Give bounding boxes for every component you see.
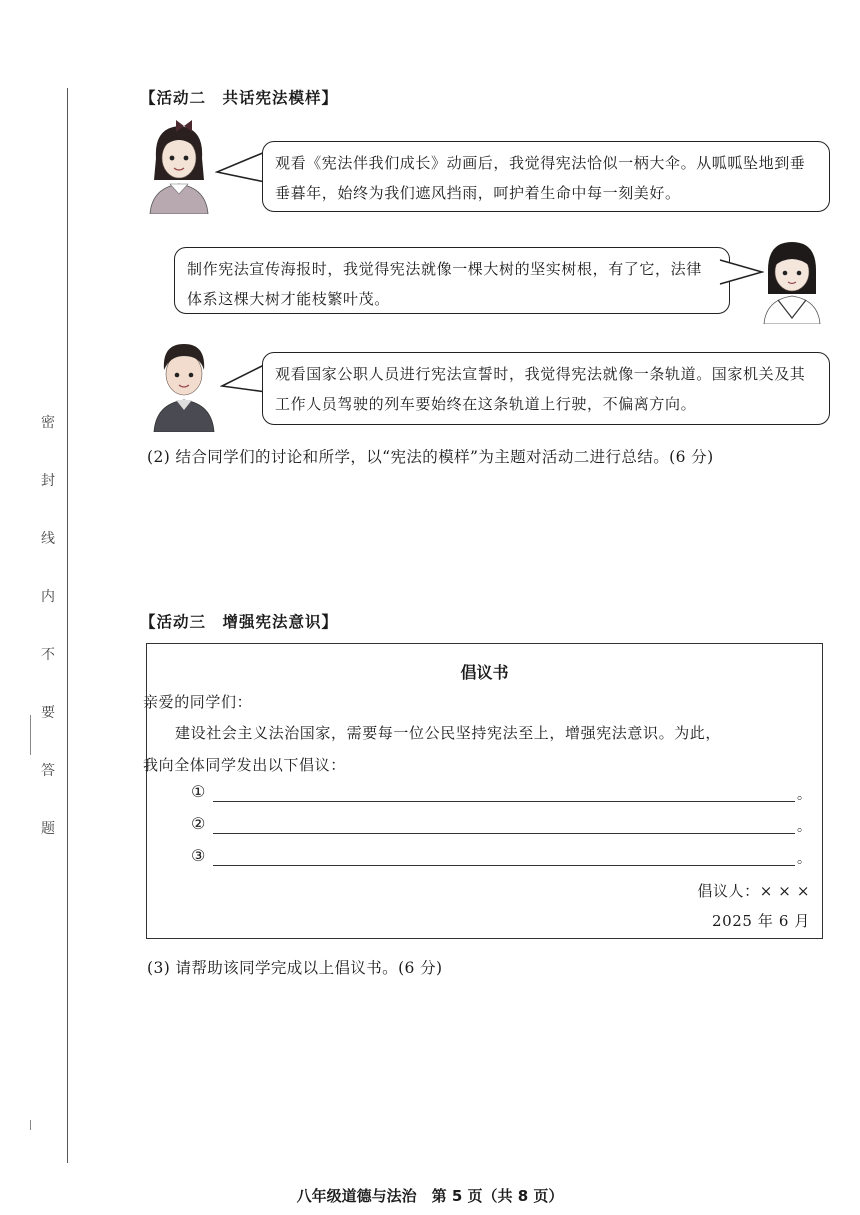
item-end: 。 [797,787,811,803]
seal-char: 密 [41,415,55,431]
dialogue-bubble: 观看国家公职人员进行宪法宣誓时，我觉得宪法就像一条轨道。国家机关及其工作人员驾驶的列车要始终在这条轨道上行驶，不偏离方向。 [262,352,830,425]
item-end: 。 [797,851,811,867]
proposal-greeting: 亲爱的同学们： [143,693,253,711]
proposal-body: 建设社会主义法治国家，需要每一位公民坚持宪法至上，增强宪法意识。为此， [175,724,722,742]
seal-char: 答 [41,763,55,779]
activity3-heading: 【活动三 增强宪法意识】 [140,613,339,631]
binding-mark [30,715,31,755]
seal-char: 内 [41,589,55,605]
speech-tail [718,258,764,288]
seal-char: 不 [41,647,55,663]
answer-line [213,833,795,834]
page-footer: 八年级道德与法治 第 5 页（共 8 页） [296,1187,564,1205]
item-end: 。 [797,819,811,835]
seal-char: 要 [41,705,55,721]
proposal-body: 我向全体同学发出以下倡议： [143,756,346,774]
proposal-item-2[interactable] [191,814,811,838]
question-2: (2) 结合同学们的讨论和所学，以“宪法的模样”为主题对活动二进行总结。(6 分) [147,448,714,466]
dialogue-bubble: 观看《宪法伴我们成长》动画后，我觉得宪法恰似一柄大伞。从呱呱坠地到垂垂暮年，始终为我们遮风挡雨，呵护着生命中每一刻美好。 [262,141,830,212]
speech-tail [215,150,267,184]
speech-tail [220,362,268,394]
binding-line [67,88,68,1163]
activity2-heading: 【活动二 共话宪法模样】 [140,89,339,107]
proposal-title: 倡议书 [460,663,509,682]
answer-line [213,865,795,866]
boy-avatar-icon [152,338,216,432]
dialogue-bubble: 制作宪法宣传海报时，我觉得宪法就像一棵大树的坚实树根，有了它，法律体系这棵大树才能枝繁叶茂。 [174,247,730,314]
proposal-box [143,643,823,939]
proposal-item-3[interactable] [191,846,811,870]
proposal-item-1[interactable] [191,782,811,806]
proposal-signer: 倡议人：× × × [697,882,810,900]
girl-avatar-icon [146,118,212,214]
answer-line [213,801,795,802]
item-number: ③ [191,846,206,865]
binding-mark [30,1120,31,1130]
item-number: ① [191,782,206,801]
item-number: ② [191,814,206,833]
seal-char: 线 [41,531,55,547]
question-3: (3) 请帮助该同学完成以上倡议书。(6 分) [147,959,443,977]
proposal-date: 2025 年 6 月 [711,912,810,930]
seal-char: 封 [41,473,55,489]
girl-avatar-icon [760,236,824,324]
seal-char: 题 [41,821,55,837]
